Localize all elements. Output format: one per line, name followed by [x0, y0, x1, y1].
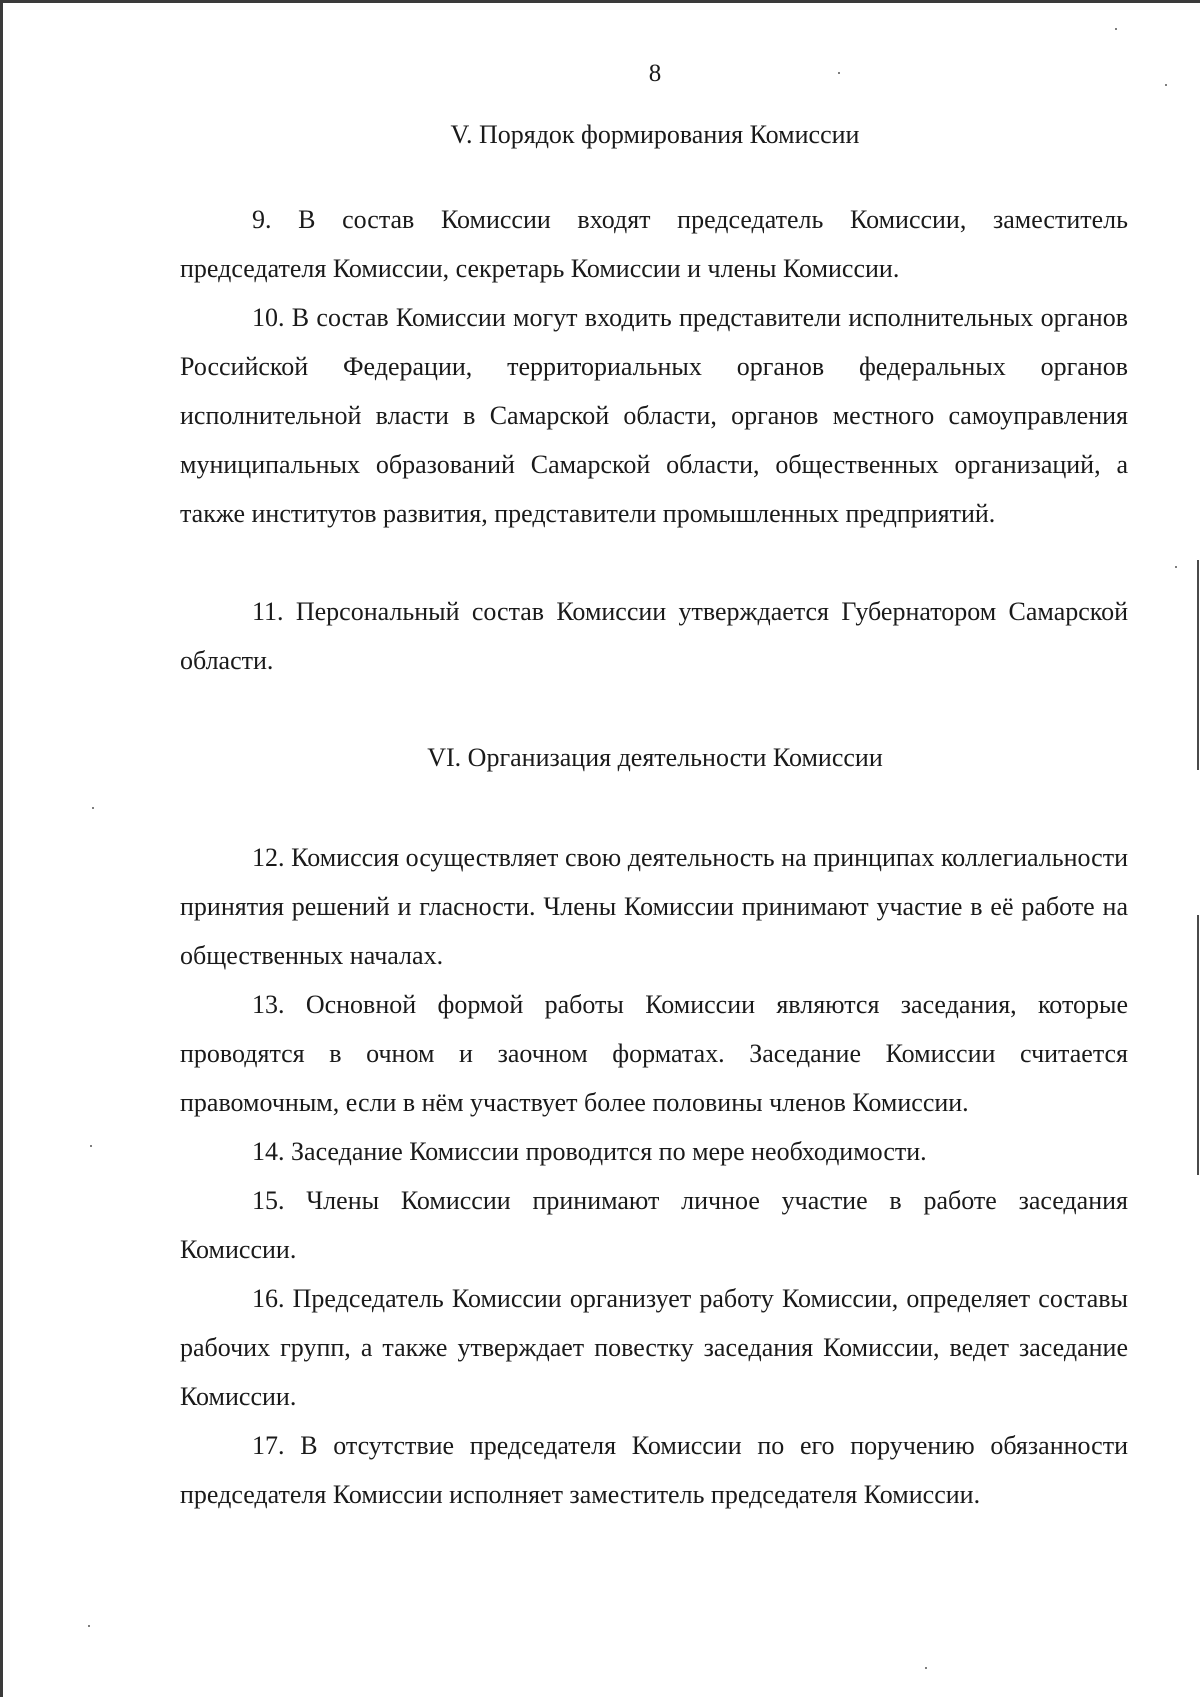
page-number: 8	[648, 60, 662, 87]
section-title: V. Порядок формирования Комиссии	[450, 120, 860, 149]
paragraph-item: 15. Члены Комиссии принимают личное участие в работе заседания Комиссии.	[180, 1186, 1128, 1264]
scan-speck	[90, 1145, 92, 1147]
scan-speck	[92, 807, 94, 809]
paragraph-item: 14. Заседание Комиссии проводится по мере необходимости.	[252, 1137, 927, 1166]
scan-edge-top	[0, 0, 1200, 3]
scan-speck	[1175, 566, 1177, 568]
paragraph-item: 9. В состав Комиссии входят председатель Комиссии, заместитель председателя Комиссии, секретарь Комиссии и члены Комиссии.	[180, 205, 1128, 283]
scan-speck	[1115, 28, 1117, 30]
scan-speck	[88, 1625, 90, 1627]
paragraph-item: 16. Председатель Комиссии организует работу Комиссии, определяет составы рабочих групп, а также утверждает повестку заседания Комиссии, ведет заседание Комиссии.	[180, 1284, 1128, 1411]
scan-edge-left	[0, 0, 3, 1697]
paragraph-item: 11. Персональный состав Комиссии утверждается Губернатором Самарской области.	[180, 597, 1128, 675]
paragraph-item: 13. Основной формой работы Комиссии являются заседания, которые проводятся в очном и заочном форматах. Заседание Комиссии считается правомочным, если в нём участвует более половины членов Комиссии.	[180, 990, 1128, 1117]
scan-edge-right-lower	[1197, 915, 1199, 1175]
scan-edge-right	[1197, 560, 1199, 770]
paragraph-item: 12. Комиссия осуществляет свою деятельность на принципах коллегиальности принятия решений и гласности. Члены Комиссии принимают участие в её работе на общественных началах.	[180, 843, 1128, 970]
paragraph-item: 10. В состав Комиссии могут входить представители исполнительных органов Российской Федерации, территориальных органов федеральных органов исполнительной власти в Самарской области, органов местного самоуправления муниципальных образований Самарской области, общественных организаций, а также институтов развития, представители промышленных предприятий.	[180, 303, 1128, 528]
paragraph-item: 17. В отсутствие председателя Комиссии по его поручению обязанности председателя Комиссии исполняет заместитель председателя Комиссии.	[180, 1431, 1128, 1509]
section-title: VI. Организация деятельности Комиссии	[427, 743, 883, 772]
scan-speck	[925, 1667, 927, 1669]
